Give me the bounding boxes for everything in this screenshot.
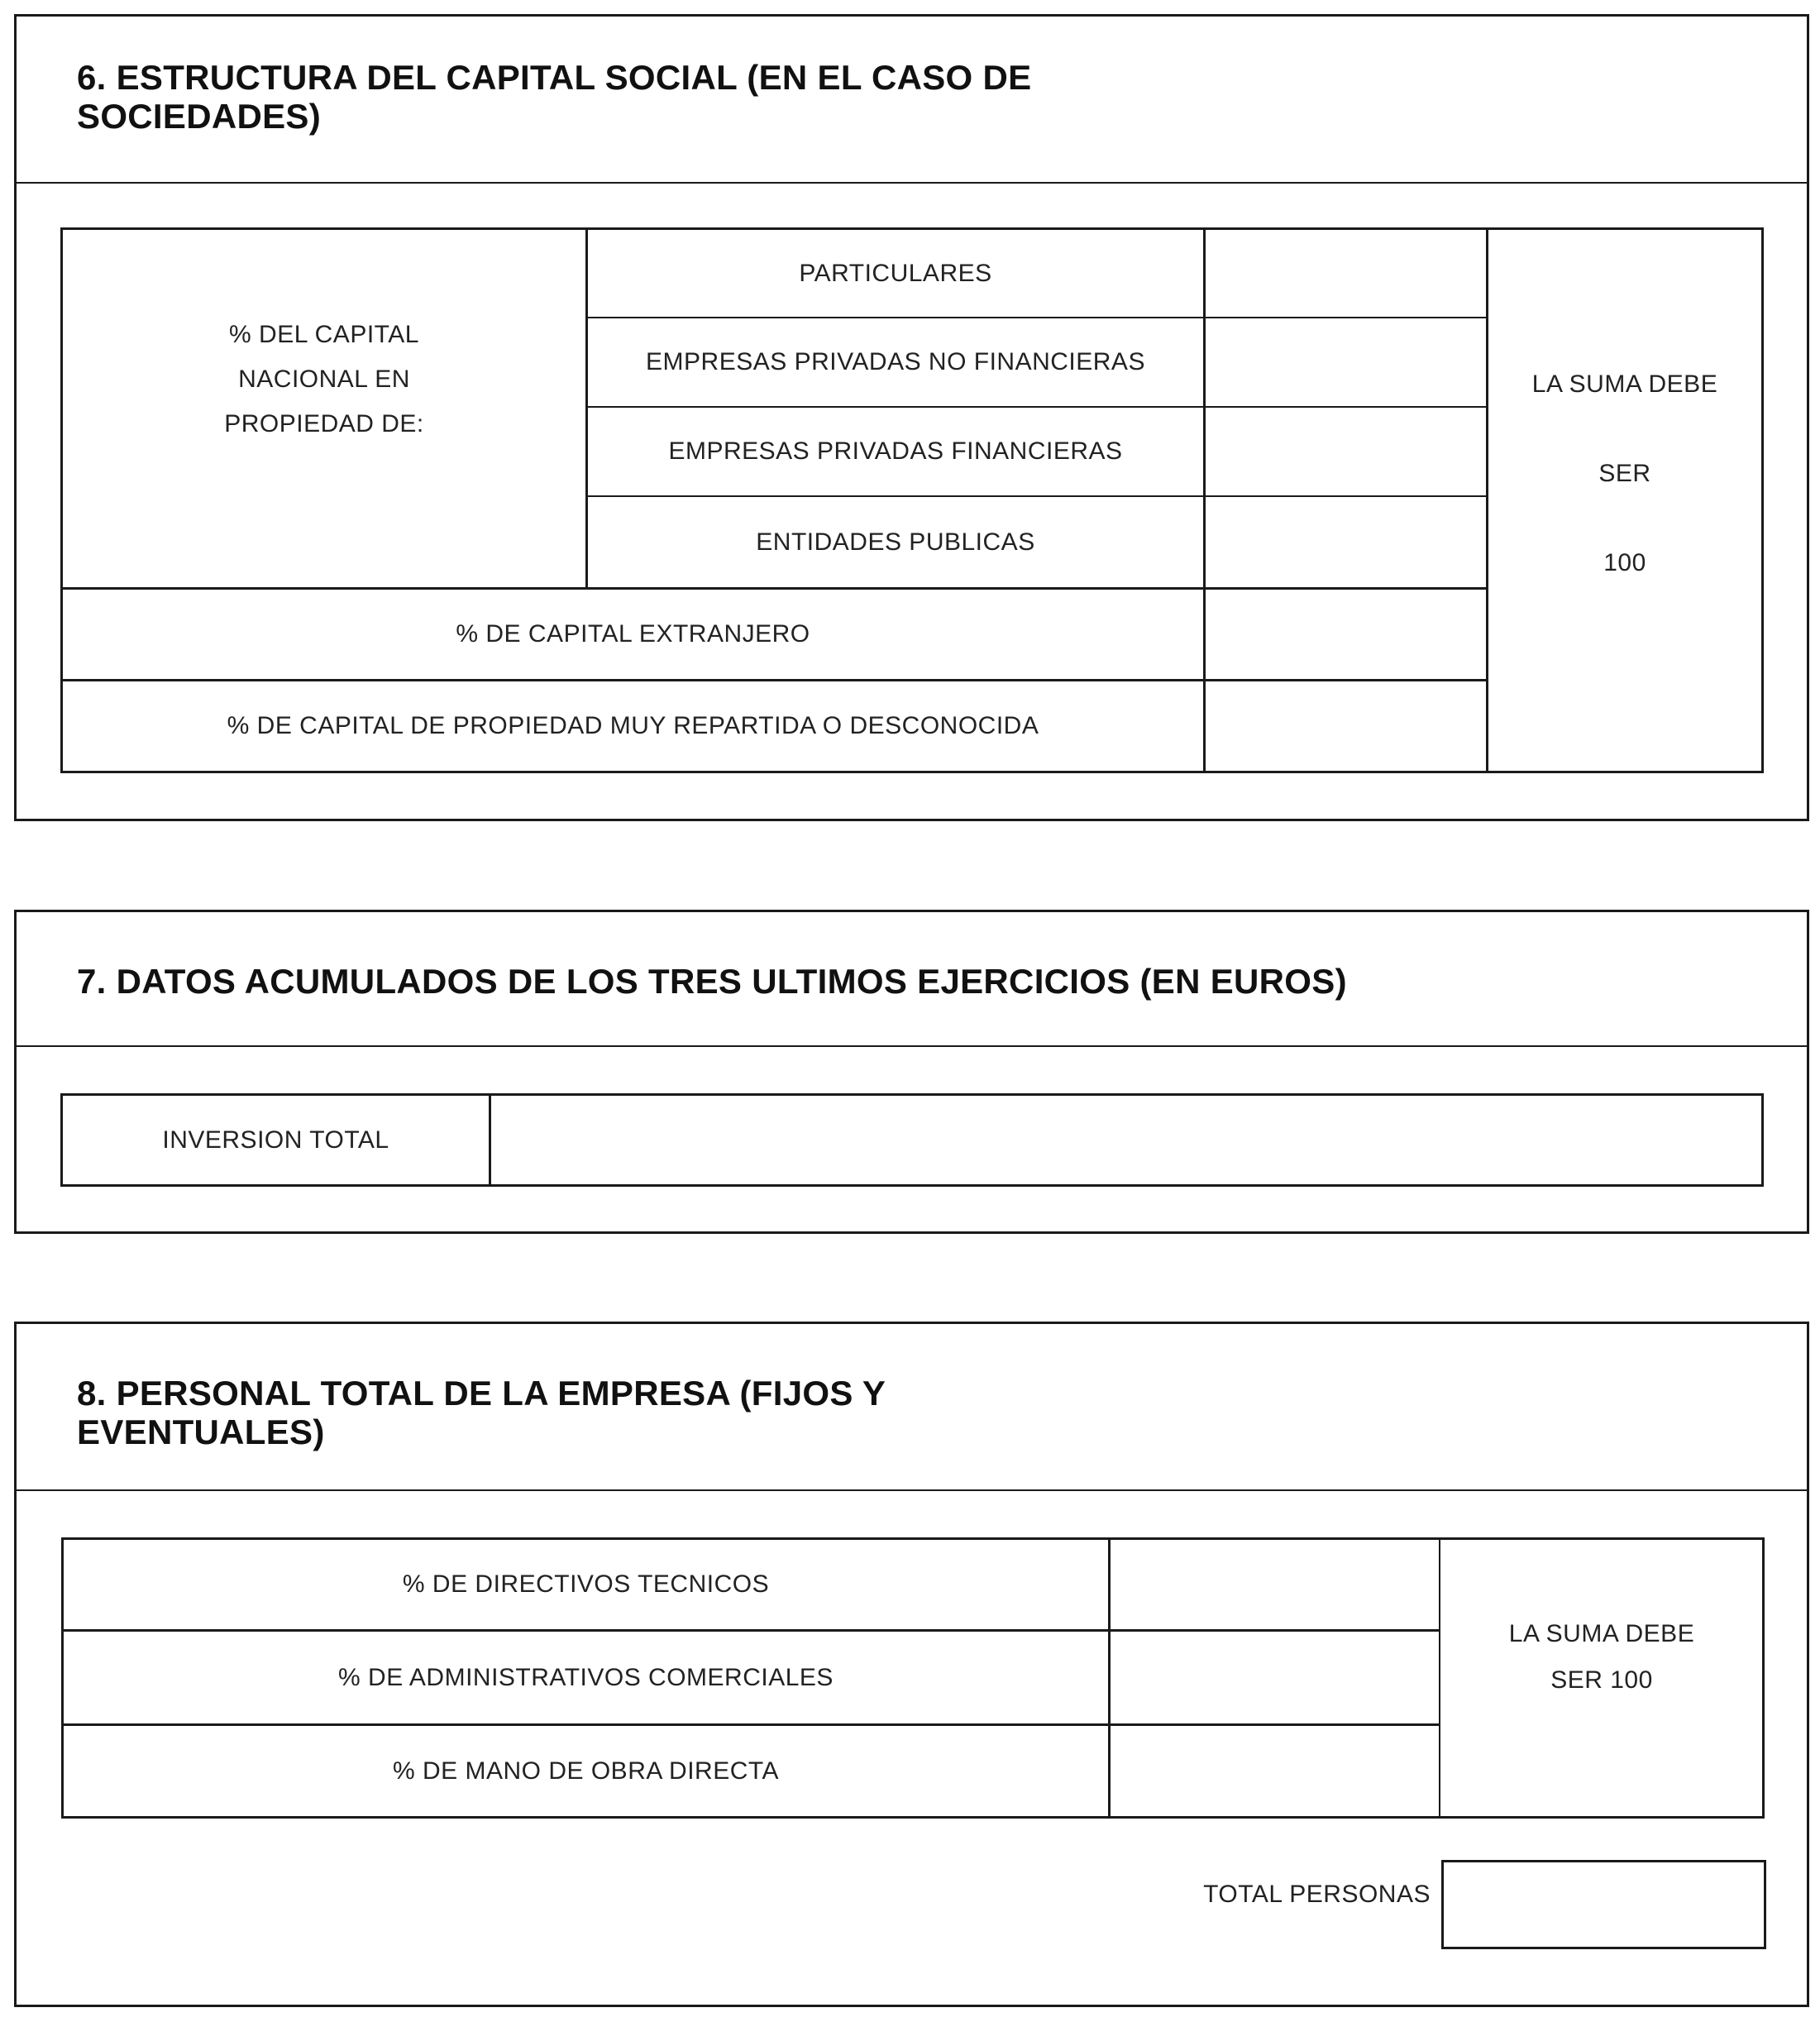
capital-nacional-label-line1: % DEL CAPITAL — [229, 321, 419, 348]
capital-repartida-label: % DE CAPITAL DE PROPIEDAD MUY REPARTIDA O DESCONOCIDA — [227, 712, 1039, 739]
inversion-total-field[interactable] — [491, 1096, 1761, 1184]
mano-obra-directa-field[interactable] — [1111, 1726, 1439, 1816]
capital-repartida-field[interactable] — [1206, 681, 1486, 771]
personal-suma-note-line2: SER 100 — [1550, 1666, 1653, 1694]
directivos-tecnicos-field[interactable] — [1111, 1540, 1439, 1629]
row-label-particulares: PARTICULARES — [799, 259, 992, 287]
section-7-title: 7. DATOS ACUMULADOS DE LOS TRES ULTIMOS EJERCICIOS (EN EUROS) — [77, 962, 1347, 1001]
capital-nacional-label-line3: PROPIEDAD DE: — [224, 410, 424, 437]
section-7-header — [17, 912, 1807, 1047]
personal-suma-note — [1441, 1540, 1762, 1816]
row-label-administrativos-comerciales: % DE ADMINISTRATIVOS COMERCIALES — [338, 1663, 834, 1691]
row-label-directivos-tecnicos: % DE DIRECTIVOS TECNICOS — [402, 1570, 770, 1598]
capital-suma-note-line3: 100 — [1603, 549, 1646, 576]
personal-suma-note-line1: LA SUMA DEBE — [1508, 1620, 1695, 1647]
particulares-field[interactable] — [1206, 230, 1486, 317]
section-7-datos-acumulados — [14, 910, 1809, 1234]
section-6-title — [77, 58, 1031, 136]
section-6-capital-social — [14, 14, 1809, 821]
row-label-mano-obra-directa: % DE MANO DE OBRA DIRECTA — [392, 1757, 779, 1785]
row-label-entidades-publicas: ENTIDADES PUBLICAS — [756, 528, 1035, 556]
privadas-no-financieras-field[interactable] — [1206, 318, 1486, 406]
capital-suma-note-line2: SER — [1598, 460, 1651, 487]
section-8-title-line2: EVENTUALES) — [77, 1413, 325, 1451]
administrativos-comerciales-field[interactable] — [1111, 1632, 1439, 1723]
privadas-financieras-field[interactable] — [1206, 408, 1486, 495]
section-8-personal-total — [14, 1322, 1809, 2007]
section-8-title-line1: 8. PERSONAL TOTAL DE LA EMPRESA (FIJOS Y — [77, 1374, 886, 1413]
capital-extranjero-field[interactable] — [1206, 590, 1486, 679]
entidades-publicas-field[interactable] — [1206, 497, 1486, 587]
capital-nacional-label-line2: NACIONAL EN — [238, 366, 410, 393]
row-label-privadas-no-financieras: EMPRESAS PRIVADAS NO FINANCIERAS — [646, 348, 1145, 375]
section-6-title-line2: SOCIEDADES) — [77, 97, 322, 136]
section-6-title-line1: 6. ESTRUCTURA DEL CAPITAL SOCIAL (EN EL CASO DE — [77, 58, 1032, 97]
capital-suma-note — [1488, 230, 1761, 771]
capital-extranjero-label: % DE CAPITAL EXTRANJERO — [456, 620, 810, 648]
capital-suma-note-line1: LA SUMA DEBE — [1531, 370, 1718, 398]
total-personas-label: TOTAL PERSONAS — [1203, 1881, 1431, 1908]
capital-nacional-label — [63, 230, 585, 587]
total-personas-field[interactable] — [1441, 1860, 1766, 1949]
section-8-title — [77, 1374, 886, 1451]
inversion-total-label: INVERSION TOTAL — [162, 1126, 389, 1154]
section-6-header — [17, 17, 1807, 184]
row-label-privadas-financieras: EMPRESAS PRIVADAS FINANCIERAS — [668, 437, 1123, 465]
section-8-header — [17, 1324, 1807, 1491]
